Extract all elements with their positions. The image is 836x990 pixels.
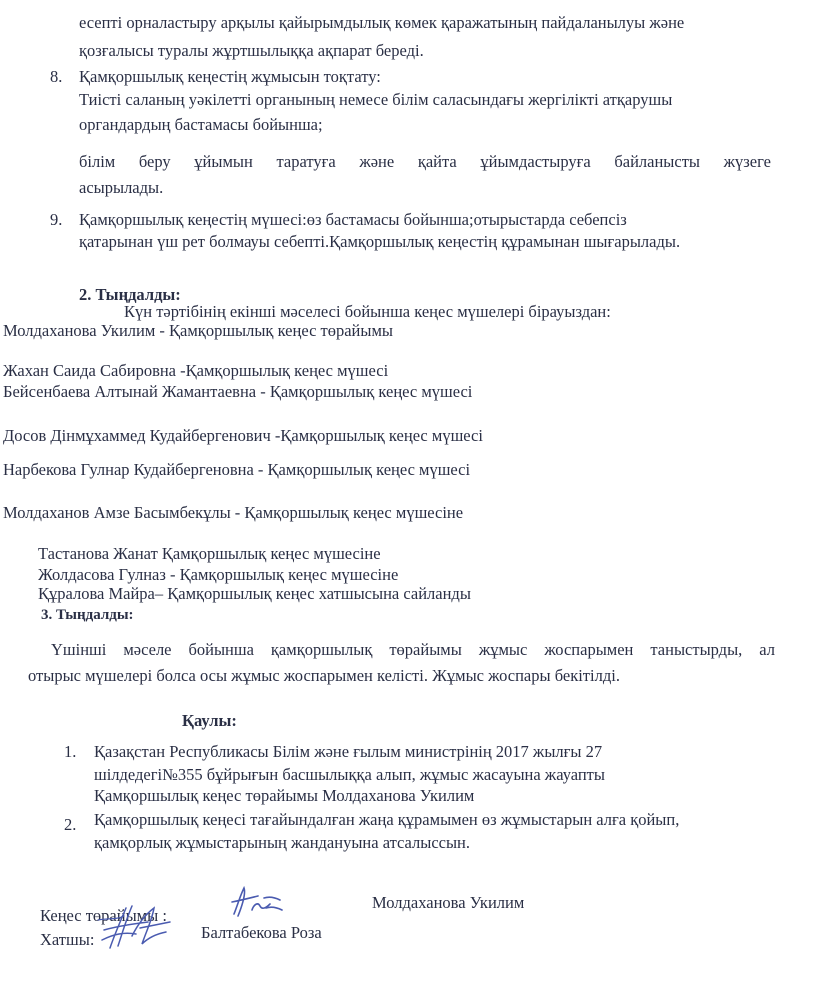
continuation-line-1: есепті орналастыру арқылы қайырымдылық көмек қаражатының пайдаланылуы және	[79, 13, 685, 32]
resolution-item-2-line-1: Қамқоршылық кеңесі тағайындалған жаңа құрамымен өз жұмыстарын алға қойып,	[94, 810, 680, 829]
section-2-heading: 2. Тыңдалды:	[79, 285, 181, 304]
resolution-item-2-line-2: қамқорлық жұмыстарының жандануына атсалыссын.	[94, 833, 471, 852]
section-3-line-1: Үшінші мәселе бойынша қамқоршылық төрайымы жұмыс жоспарымен таныстырды, ал	[51, 640, 775, 659]
member-line: Молдаханова Укилим - Қамқоршылық кеңес төрайымы	[3, 321, 393, 340]
item-8-line-4: асырылады.	[79, 178, 164, 197]
member-line: Тастанова Жанат Қамқоршылық кеңес мүшесіне	[38, 544, 381, 563]
section-2-intro: Күн тәртібінің екінші мәселесі бойынша кеңес мүшелері бірауыздан:	[124, 302, 611, 321]
chair-label: Кеңес төрайымы :	[40, 906, 167, 925]
resolution-heading: Қаулы:	[182, 711, 237, 730]
section-3-line-2: отырыс мүшелері болса осы жұмыс жоспарымен келісті. Жұмыс жоспары бекітілді.	[28, 666, 620, 685]
member-line: Молдаханов Амзе Басымбекұлы - Қамқоршылық кеңес мүшесіне	[3, 503, 464, 522]
resolution-item-1-line-1: Қазақстан Республикасы Білім және ғылым министрінің 2017 жылғы 27	[94, 742, 603, 761]
item-8-line-3: білім беру ұйымын таратуға және қайта ұйымдастыруға байланысты жүзеге	[79, 152, 771, 171]
resolution-item-2-number: 2.	[64, 815, 77, 834]
item-9-number: 9.	[50, 210, 63, 229]
chair-signature-image	[224, 884, 284, 924]
secretary-label: Хатшы:	[40, 930, 95, 949]
item-8-title: Қамқоршылық кеңестің жұмысын тоқтату:	[79, 67, 381, 86]
member-line: Бейсенбаева Алтынай Жамантаевна - Қамқоршылық кеңес мүшесі	[3, 382, 473, 401]
member-line: Жахан Саида Сабировна -Қамқоршылық кеңес мүшесі	[3, 361, 389, 380]
item-9-line-2: қатарынан үш рет болмауы себепті.Қамқоршылық кеңестің құрамынан шығарылады.	[79, 232, 681, 251]
continuation-line-2: қозғалысы туралы жұртшылыққа ақпарат береді.	[79, 41, 424, 60]
item-9-line-1: Қамқоршылық кеңестің мүшесі:өз бастамасы бойынша;отырыстарда себепсіз	[79, 210, 627, 229]
section-3-heading: 3. Тыңдалды:	[41, 607, 134, 623]
item-8-line-1: Тиісті саланың уәкілетті органының немесе білім саласындағы жергілікті атқарушы	[79, 90, 673, 109]
resolution-item-1-number: 1.	[64, 742, 77, 761]
chair-name: Молдаханова Укилим	[372, 893, 525, 912]
resolution-item-1-line-3: Қамқоршылық кеңес төрайымы Молдаханова Укилим	[94, 786, 475, 805]
member-line: Құралова Майра– Қамқоршылық кеңес хатшысына сайланды	[38, 584, 471, 603]
member-line: Жолдасова Гулназ - Қамқоршылық кеңес мүшесіне	[38, 565, 399, 584]
item-8-number: 8.	[50, 67, 63, 86]
resolution-item-1-line-2: шілдедегі№355 бұйрығын басшылыққа алып, жұмыс жасауына жауапты	[94, 765, 605, 784]
member-line: Досов Дінмұхаммед Кудайбергенович -Қамқоршылық кеңес мүшесі	[3, 426, 483, 445]
item-8-line-2: органдардың бастамасы бойынша;	[79, 115, 323, 134]
member-line: Нарбекова Гулнар Кудайбергеновна - Қамқоршылық кеңес мүшесі	[3, 460, 471, 479]
secretary-name: Балтабекова Роза	[201, 923, 322, 942]
secretary-signature-image	[96, 900, 176, 956]
